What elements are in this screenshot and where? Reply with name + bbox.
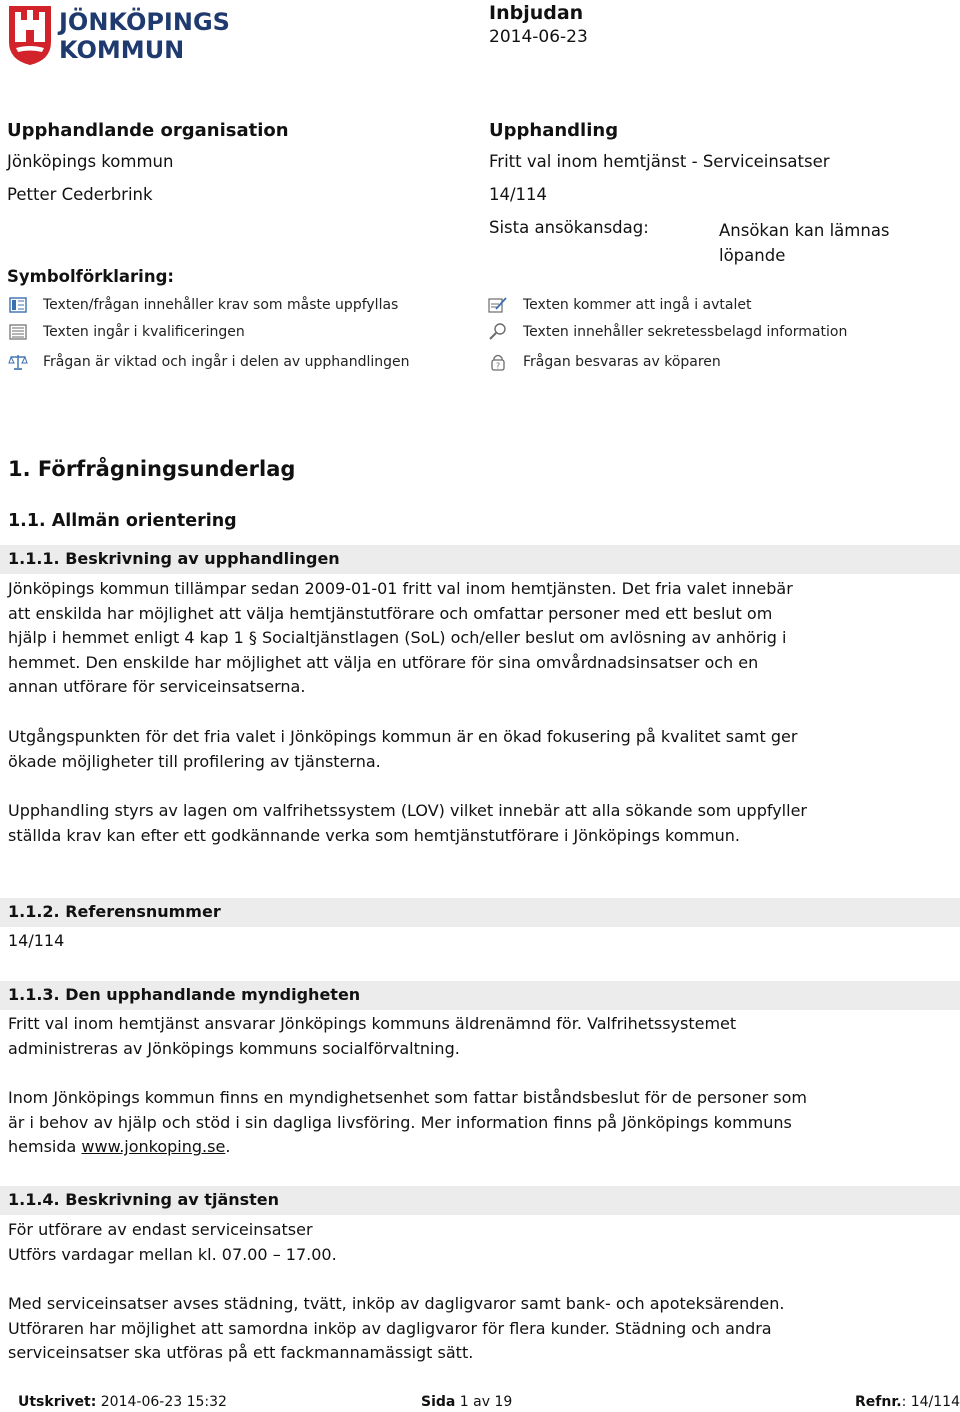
legend-item [487,323,847,341]
paragraph: Med serviceinsatser avses städning, tvätt, inköp av dagligvaror samt bank- och apoteksärenden. Utföraren har möjlighet att samordna inköp av dagligvaror för flera kunder. Städning och andra serviceinsatser ska utföras på ett fackmannamässigt sätt. [8,1294,785,1363]
legend-item [7,296,398,314]
website-link[interactable]: www.jonkoping.se [81,1137,226,1157]
deadline-label: Sista ansökansdag: [489,218,649,237]
section-heading-1: 1. Förfrågningsunderlag [8,457,296,481]
paragraph: Jönköpings kommun tillämpar sedan 2009-01-01 fritt val inom hemtjänsten. Det fria valet innebär att enskilda har möjlighet att välja hemtjänstutförare och omfattar personer med ett beslut om hjälp i hemmet enligt 4 kap 1 § Socialtjänstlagen (SoL) och/eller beslut om avlösning av anhörig i hemmet. Den enskilde har möjlighet att välja en utförare för sina omvårdnadsinsatser och en annan utförare för serviceinsatserna. [8,579,793,697]
subsection-title: 1.1.1. Beskrivning av upphandlingen [8,549,340,568]
svg-text:?: ? [495,361,501,371]
procurement-name: Fritt val inom hemtjänst - Serviceinsatser [489,152,830,171]
document-date: 2014-06-23 [489,27,588,47]
legend-label: Texten ingår i kvalificeringen [43,324,245,340]
subsection-bar [0,898,960,927]
contract-pen-icon [487,296,509,314]
paragraph-line: Utförs vardagar mellan kl. 07.00 – 17.00. [8,1244,337,1264]
legend-label: Frågan är viktad och ingår i delen av upphandlingen [43,354,410,370]
magnifier-icon [487,323,509,341]
organisation-heading: Upphandlande organisation [7,120,289,141]
subsection-title: 1.1.3. Den upphandlande myndigheten [8,985,361,1004]
section-heading-1-1: 1.1. Allmän orientering [8,511,237,531]
deadline-value: Ansökan kan lämnas löpande [719,221,890,265]
legend-label: Texten/frågan innehåller krav som måste uppfyllas [43,297,399,313]
subsection-title: 1.1.2. Referensnummer [8,902,221,921]
paragraph-text: Inom Jönköpings kommun finns en myndighetsenhet som fattar biståndsbeslut för de personer som är i behov av hjälp och stöd i sin dagliga livsföring. Mer information finns på Jönköpings kommuns hemsida [8,1088,807,1157]
paragraph [8,1086,808,1160]
paragraph: Fritt val inom hemtjänst ansvarar Jönköpings kommuns äldrenämnd för. Valfrihetssystemet administreras av Jönköpings kommuns socialförvaltning. [8,1014,737,1058]
subsection-bar [0,1186,960,1215]
paragraph-text: . [225,1137,231,1157]
question-lock-icon [487,353,509,371]
organisation-contact: Petter Cederbrink [7,185,153,204]
footer-printed: Utskrivet: 2014-06-23 15:32 [18,1394,227,1410]
subsection-bar [0,545,960,574]
paragraph [8,1218,808,1267]
jonkoping-logo [6,2,246,66]
legend-label: Frågan besvaras av köparen [523,354,721,370]
scale-icon [7,353,29,371]
qualification-list-icon [7,323,29,341]
paragraph: 14/114 [8,931,65,950]
procurement-reference: 14/114 [489,185,548,204]
organisation-name: Jönköpings kommun [7,152,174,171]
legend-label: Texten kommer att ingå i avtalet [523,297,752,313]
legend-label: Texten innehåller sekretessbelagd information [523,324,848,340]
subsection-title: 1.1.4. Beskrivning av tjänsten [8,1190,280,1209]
procurement-heading: Upphandling [489,120,619,141]
footer-ref: Refnr.: 14/114 [855,1394,960,1410]
requirement-list-icon [7,296,29,314]
legend-item [487,353,721,371]
jonkoping-crest-icon [6,2,246,66]
legend-heading: Symbolförklaring: [7,267,174,286]
legend-item [7,323,245,341]
legend-item [7,353,410,371]
footer-page: Sida 1 av 19 [421,1394,513,1410]
document-type: Inbjudan [489,2,584,24]
svg-text:JÖNKÖPINGS: JÖNKÖPINGS [59,8,230,36]
legend-item [487,296,751,314]
paragraph-line: För utförare av endast serviceinsatser [8,1220,313,1239]
paragraph: Utgångspunkten för det fria valet i Jönköpings kommun är en ökad fokusering på kvalitet samt ger ökade möjligheter till profilering av tjänsterna. [8,727,798,771]
svg-text:KOMMUN: KOMMUN [59,36,185,64]
subsection-bar [0,981,960,1010]
page-footer [0,1390,960,1412]
paragraph: Upphandling styrs av lagen om valfrihetssystem (LOV) vilket innebär att alla sökande som uppfyller ställda krav kan efter ett godkännande verka som hemtjänstutförare i Jönköpings kommun. [8,801,807,845]
